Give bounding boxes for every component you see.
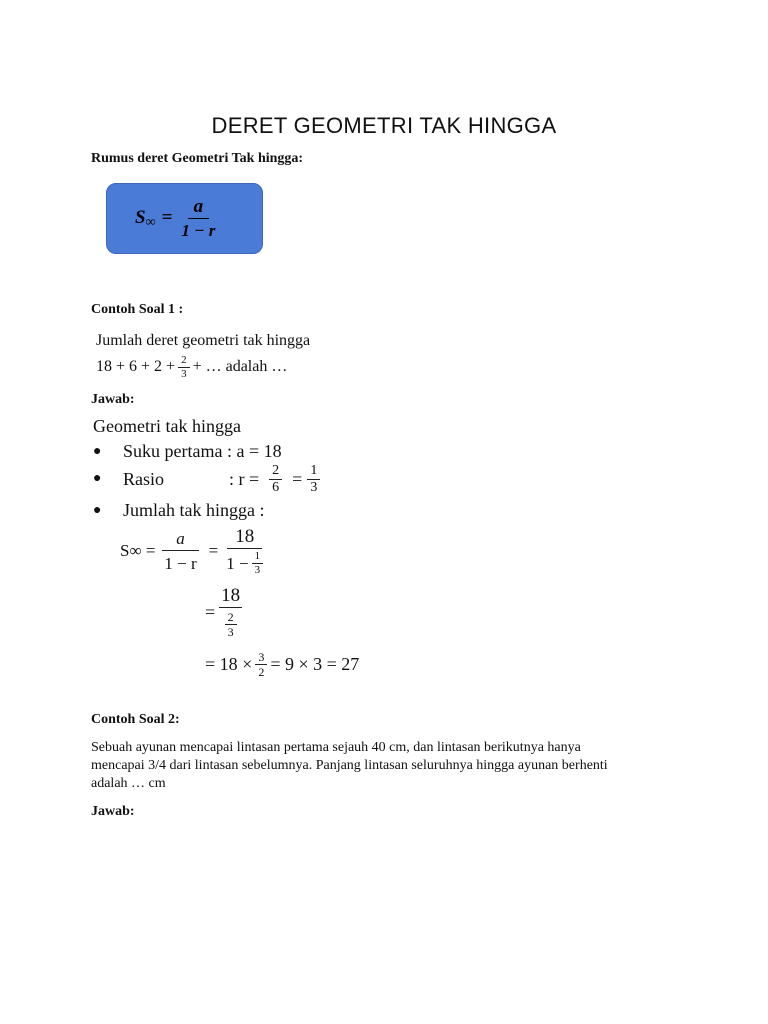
step1-nested-fraction bbox=[252, 551, 264, 576]
step3-frac-den: 2 bbox=[258, 664, 265, 679]
step2-fraction bbox=[219, 586, 242, 638]
step2-nested-fraction bbox=[225, 611, 237, 638]
formula-heading: Rumus deret Geometri Tak hingga: bbox=[91, 151, 304, 166]
question-frac-den: 3 bbox=[181, 367, 187, 380]
formula-fraction bbox=[178, 197, 218, 239]
sum-step-2 bbox=[205, 584, 242, 640]
bullet-dot: ● bbox=[93, 443, 102, 459]
formula-equals: = bbox=[161, 207, 173, 228]
question-suffix: + … adalah … bbox=[192, 358, 288, 375]
bullet-infinite-sum-text: Jumlah tak hingga : bbox=[123, 500, 265, 520]
step2-equals: = bbox=[205, 601, 216, 622]
step1-f1-den: 1 − r bbox=[164, 554, 197, 573]
example1-question-line2 bbox=[96, 354, 287, 380]
formula-denominator: 1 − r bbox=[181, 221, 216, 240]
step3-suffix: = 9 × 3 = 27 bbox=[270, 653, 360, 674]
formula-numerator: a bbox=[188, 197, 210, 219]
step3-fraction bbox=[255, 651, 267, 678]
step1-nested-num: 1 bbox=[252, 551, 264, 564]
bullet-infinite-sum bbox=[93, 500, 264, 521]
sum-step-3 bbox=[205, 648, 359, 680]
ratio-fraction-2 bbox=[307, 464, 320, 495]
bullet-dot: ● bbox=[93, 471, 102, 486]
step2-num: 18 bbox=[221, 585, 241, 606]
ratio-fraction-1 bbox=[269, 464, 282, 495]
question-frac-num: 2 bbox=[178, 355, 190, 368]
step1-nested-den: 3 bbox=[254, 563, 261, 576]
bullet-first-term bbox=[93, 441, 282, 462]
step1-f1-num: a bbox=[162, 530, 199, 551]
ratio-frac2-den: 3 bbox=[310, 479, 318, 495]
bullet-ratio-expr: : r = bbox=[229, 468, 260, 489]
step1-lhs: S∞ = bbox=[120, 541, 156, 560]
formula-box bbox=[106, 183, 263, 254]
example1-answer-heading: Jawab: bbox=[91, 392, 135, 407]
step3-prefix: = 18 × bbox=[205, 653, 253, 674]
step2-den bbox=[222, 608, 240, 638]
example1-heading: Contoh Soal 1 : bbox=[91, 302, 184, 317]
formula-lhs-subscript: ∞ bbox=[145, 215, 156, 230]
example1-question-line1: Jumlah deret geometri tak hingga bbox=[96, 332, 311, 349]
ratio-frac1-den: 6 bbox=[272, 479, 280, 495]
step1-f2-num: 18 bbox=[227, 527, 262, 549]
step3-frac-num: 3 bbox=[255, 651, 267, 665]
example2-text-line3: adalah … cm bbox=[91, 776, 166, 791]
step2-nested-num: 2 bbox=[225, 611, 237, 625]
step1-f2-den-prefix: 1 − bbox=[226, 553, 249, 573]
ratio-frac1-num: 2 bbox=[269, 464, 282, 480]
example2-answer-heading: Jawab: bbox=[91, 804, 135, 819]
step1-equals: = bbox=[208, 541, 219, 560]
sum-step-1 bbox=[120, 524, 266, 578]
ratio-equals: = bbox=[292, 468, 303, 489]
solution-title: Geometri tak hingga bbox=[93, 416, 241, 436]
ratio-frac2-num: 1 bbox=[307, 464, 320, 480]
step1-fraction-18 bbox=[223, 527, 266, 576]
formula-expression bbox=[135, 193, 218, 243]
step1-fraction-a bbox=[161, 530, 199, 572]
bullet-first-term-text: Suku pertama : a = 18 bbox=[123, 441, 282, 461]
formula-lhs: S bbox=[135, 207, 146, 228]
step1-f2-den bbox=[223, 549, 266, 576]
example2-text-line2: mencapai 3/4 dari lintasan sebelumnya. Panjang lintasan seluruhnya hingga ayunan berhenti bbox=[91, 758, 608, 773]
example2-text-line1: Sebuah ayunan mencapai lintasan pertama sejauh 40 cm, dan lintasan berikutnya hanya bbox=[91, 740, 581, 755]
bullet-dot: ● bbox=[93, 502, 102, 518]
page-title: DERET GEOMETRI TAK HINGGA bbox=[211, 113, 557, 138]
question-series: 18 + 6 + 2 + bbox=[96, 358, 176, 375]
bullet-ratio-label: Rasio bbox=[123, 468, 165, 489]
question-fraction bbox=[178, 355, 190, 380]
step2-nested-den: 3 bbox=[227, 625, 234, 639]
example2-heading: Contoh Soal 2: bbox=[91, 712, 180, 727]
bullet-ratio bbox=[93, 462, 320, 496]
